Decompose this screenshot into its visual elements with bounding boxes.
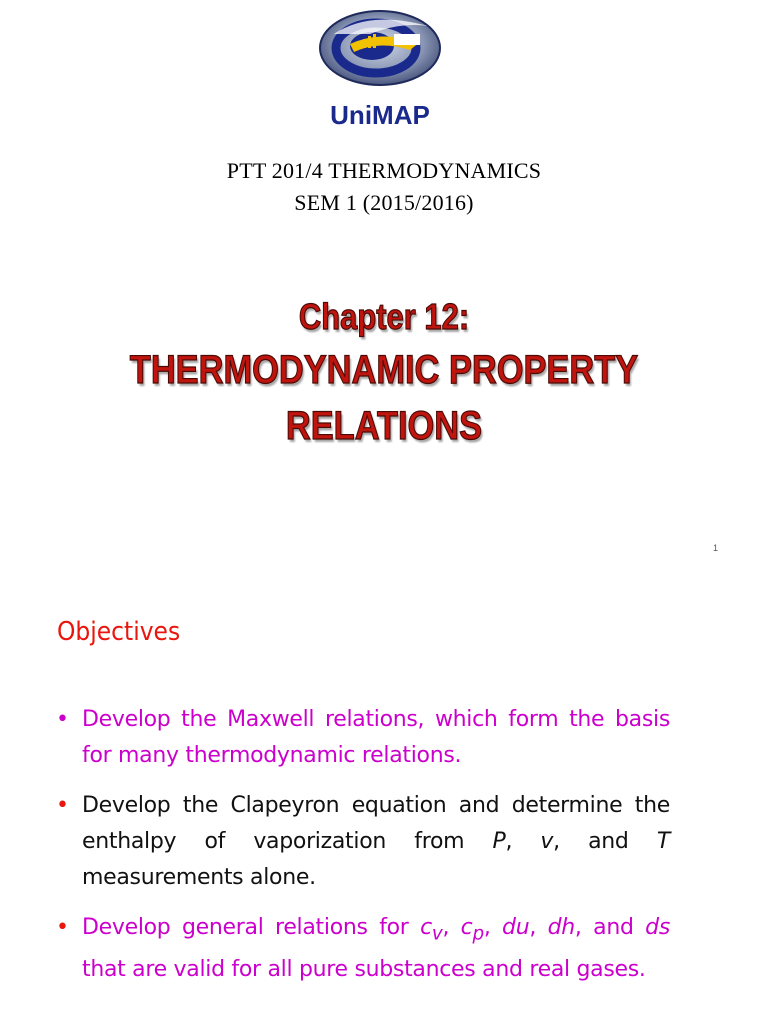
objective-item bbox=[56, 910, 670, 988]
objective-text: Develop the Clapeyron equation and determine the enthalpy of vaporization from P, v, and T measurements alone. bbox=[82, 793, 670, 890]
objective-item bbox=[56, 702, 670, 774]
objective-text: Develop general relations for $c_v$, $c_p$, du, dh, and ds that are valid for all pure substances and real gases. bbox=[82, 915, 670, 983]
slide-number: 1 bbox=[713, 543, 719, 553]
chapter-title-line2: RELATIONS bbox=[285, 404, 483, 448]
bullet-icon: • bbox=[56, 793, 69, 818]
course-code: PTT 201/4 THERMODYNAMICS bbox=[226, 158, 542, 183]
chapter-label: Chapter 12: bbox=[298, 296, 470, 337]
objectives-slide bbox=[0, 575, 768, 1024]
unimap-logo bbox=[310, 4, 450, 132]
bullet-icon: • bbox=[56, 707, 69, 732]
semester: SEM 1 (2015/2016) bbox=[294, 190, 474, 215]
objective-text: Develop the Maxwell relations, which form the basis for many thermodynamic relations. bbox=[82, 707, 670, 768]
objective-item bbox=[56, 788, 670, 896]
objectives-heading: Objectives bbox=[57, 617, 181, 647]
chapter-title-line1: THERMODYNAMIC PROPERTY bbox=[129, 348, 639, 392]
bullet-icon: • bbox=[56, 915, 69, 940]
logo-text: UniMAP bbox=[330, 100, 430, 130]
